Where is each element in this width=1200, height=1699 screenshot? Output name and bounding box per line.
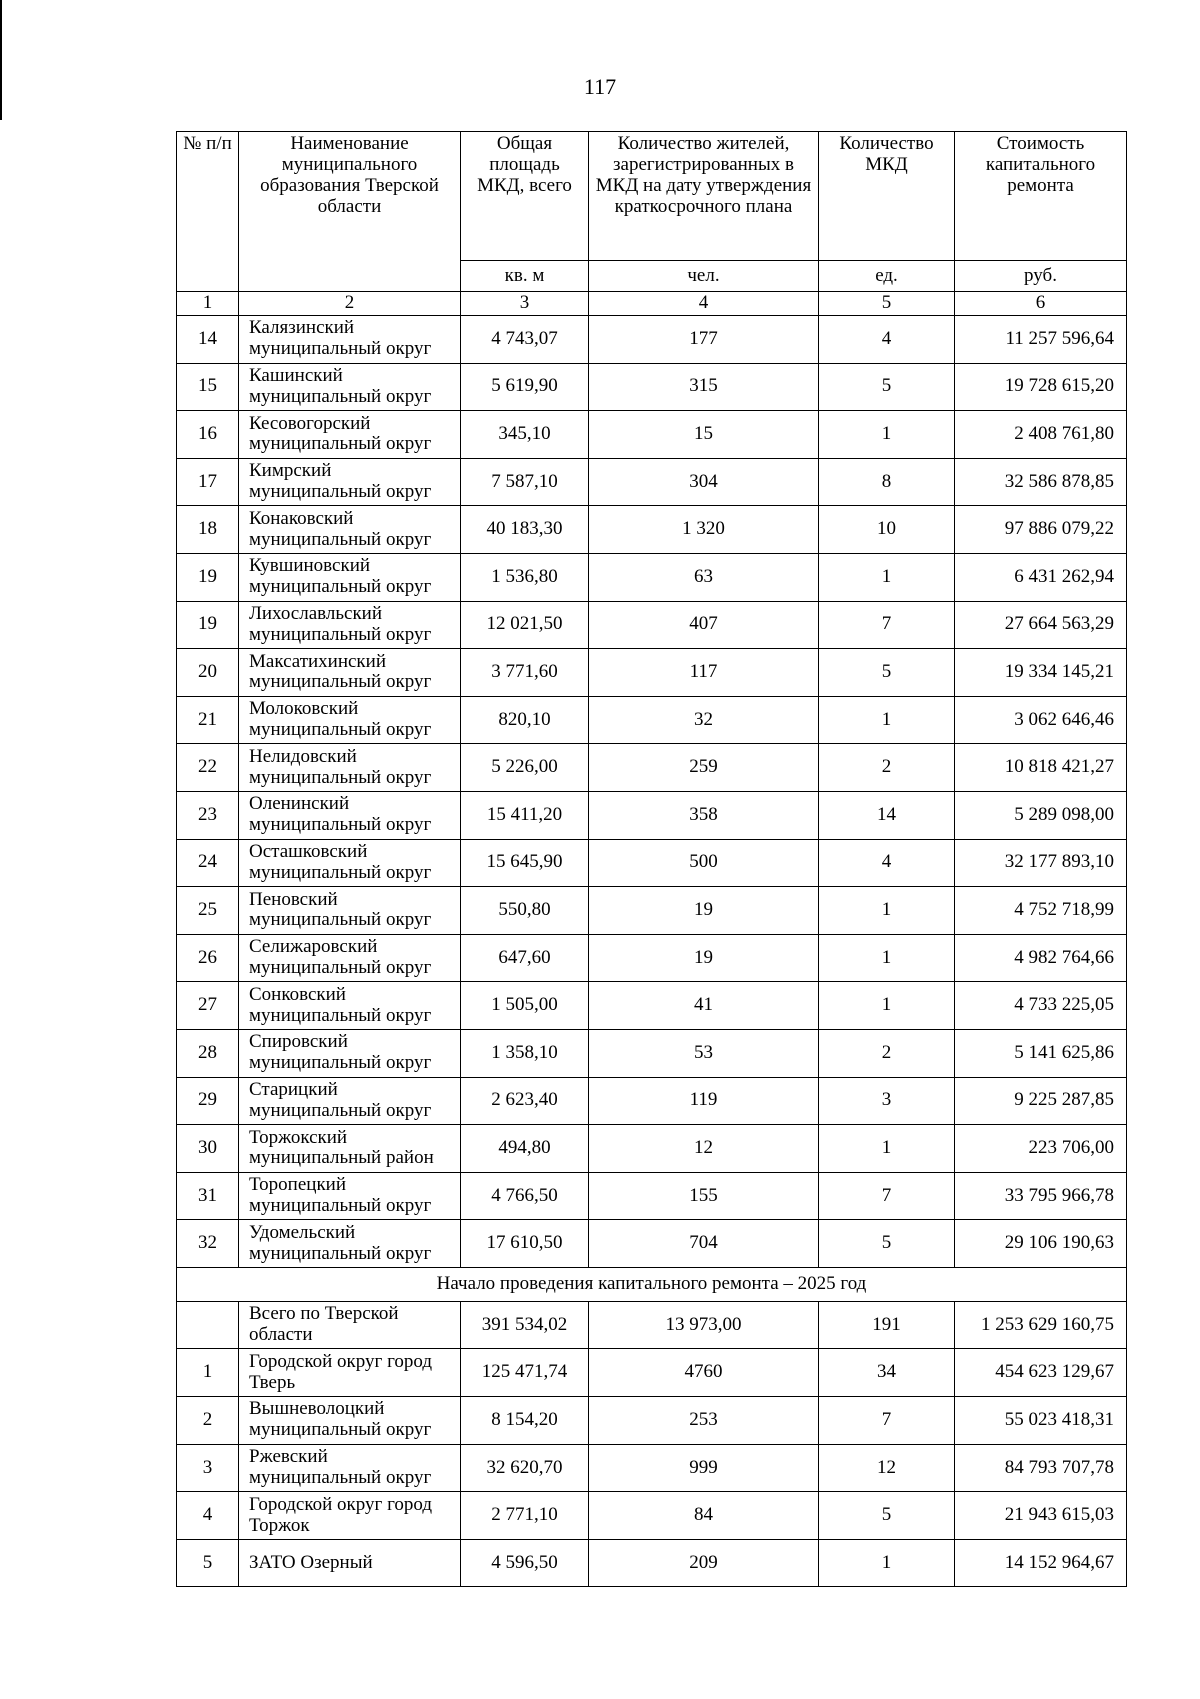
municipality-name: Сонковский муниципальный округ xyxy=(239,982,461,1030)
row-number: 26 xyxy=(177,934,239,982)
table-row xyxy=(177,1220,1127,1268)
mkd-count: 12 xyxy=(819,1444,955,1492)
repair-cost: 97 886 079,22 xyxy=(955,506,1127,554)
table-row xyxy=(177,887,1127,935)
total-area: 820,10 xyxy=(461,696,589,744)
unit-mkd-count: ед. xyxy=(819,261,955,292)
column-number-row xyxy=(177,292,1127,316)
row-number: 27 xyxy=(177,982,239,1030)
repair-cost: 5 289 098,00 xyxy=(955,791,1127,839)
mkd-count: 5 xyxy=(819,363,955,411)
row-number: 5 xyxy=(177,1539,239,1587)
municipality-name: Всего по Тверской области xyxy=(239,1301,461,1349)
mkd-count: 1 xyxy=(819,982,955,1030)
table-row xyxy=(177,982,1127,1030)
page-edge-line xyxy=(0,0,2,120)
table-row xyxy=(177,553,1127,601)
column-number: 1 xyxy=(177,292,239,316)
municipality-name: Конаковский муниципальный округ xyxy=(239,506,461,554)
residents-count: 304 xyxy=(589,458,819,506)
mkd-count: 5 xyxy=(819,1220,955,1268)
repair-cost: 11 257 596,64 xyxy=(955,316,1127,364)
mkd-count: 1 xyxy=(819,696,955,744)
row-number: 32 xyxy=(177,1220,239,1268)
mkd-count: 2 xyxy=(819,744,955,792)
total-area: 8 154,20 xyxy=(461,1397,589,1445)
table-row xyxy=(177,839,1127,887)
row-number: 16 xyxy=(177,411,239,459)
mkd-count: 1 xyxy=(819,887,955,935)
total-area: 4 596,50 xyxy=(461,1539,589,1587)
total-area: 12 021,50 xyxy=(461,601,589,649)
residents-count: 704 xyxy=(589,1220,819,1268)
municipality-name: Кашинский муниципальный округ xyxy=(239,363,461,411)
row-number: 15 xyxy=(177,363,239,411)
row-number: 2 xyxy=(177,1397,239,1445)
residents-count: 155 xyxy=(589,1172,819,1220)
row-number: 4 xyxy=(177,1492,239,1540)
header-number: № п/п xyxy=(177,132,239,292)
unit-cost: руб. xyxy=(955,261,1127,292)
row-number: 29 xyxy=(177,1077,239,1125)
header-row xyxy=(177,132,1127,261)
row-number: 28 xyxy=(177,1029,239,1077)
column-number: 2 xyxy=(239,292,461,316)
table-row xyxy=(177,1539,1127,1587)
total-area: 4 766,50 xyxy=(461,1172,589,1220)
row-number: 1 xyxy=(177,1349,239,1397)
repair-cost: 10 818 421,27 xyxy=(955,744,1127,792)
row-number: 22 xyxy=(177,744,239,792)
table-row xyxy=(177,791,1127,839)
table-row xyxy=(177,696,1127,744)
row-number: 25 xyxy=(177,887,239,935)
residents-count: 358 xyxy=(589,791,819,839)
residents-count: 84 xyxy=(589,1492,819,1540)
total-area: 2 623,40 xyxy=(461,1077,589,1125)
residents-count: 999 xyxy=(589,1444,819,1492)
row-number: 30 xyxy=(177,1125,239,1173)
column-number: 5 xyxy=(819,292,955,316)
table-row xyxy=(177,411,1127,459)
row-number: 19 xyxy=(177,553,239,601)
mkd-count: 5 xyxy=(819,1492,955,1540)
table-row xyxy=(177,1444,1127,1492)
residents-count: 119 xyxy=(589,1077,819,1125)
row-number: 14 xyxy=(177,316,239,364)
table-row xyxy=(177,1349,1127,1397)
mkd-count: 1 xyxy=(819,1539,955,1587)
residents-count: 63 xyxy=(589,553,819,601)
capital-repair-table xyxy=(176,131,1127,1587)
municipality-name: Городской округ город Торжок xyxy=(239,1492,461,1540)
municipality-name: ЗАТО Озерный xyxy=(239,1539,461,1587)
municipality-name: Кувшиновский муниципальный округ xyxy=(239,553,461,601)
total-area: 17 610,50 xyxy=(461,1220,589,1268)
table-row xyxy=(177,1077,1127,1125)
table-row xyxy=(177,1397,1127,1445)
repair-cost: 21 943 615,03 xyxy=(955,1492,1127,1540)
header-cost: Стоимость капитального ремонта xyxy=(955,132,1127,261)
mkd-count: 191 xyxy=(819,1301,955,1349)
residents-count: 500 xyxy=(589,839,819,887)
repair-cost: 32 177 893,10 xyxy=(955,839,1127,887)
table-row xyxy=(177,1301,1127,1349)
residents-count: 19 xyxy=(589,887,819,935)
row-number: 21 xyxy=(177,696,239,744)
mkd-count: 4 xyxy=(819,316,955,364)
total-area: 7 587,10 xyxy=(461,458,589,506)
repair-cost: 32 586 878,85 xyxy=(955,458,1127,506)
total-area: 40 183,30 xyxy=(461,506,589,554)
header-municipality: Наименование муниципального образования Тверской области xyxy=(239,132,461,292)
residents-count: 1 320 xyxy=(589,506,819,554)
municipality-name: Максатихинский муниципальный округ xyxy=(239,649,461,697)
table-row xyxy=(177,934,1127,982)
total-area: 4 743,07 xyxy=(461,316,589,364)
residents-count: 259 xyxy=(589,744,819,792)
column-number: 3 xyxy=(461,292,589,316)
municipality-name: Кесовогорский муниципальный округ xyxy=(239,411,461,459)
header-residents: Количество жителей, зарегистрированных в МКД на дату утверждения краткосрочного плана xyxy=(589,132,819,261)
mkd-count: 34 xyxy=(819,1349,955,1397)
repair-cost: 14 152 964,67 xyxy=(955,1539,1127,1587)
table-row xyxy=(177,1125,1127,1173)
column-number: 6 xyxy=(955,292,1127,316)
mkd-count: 10 xyxy=(819,506,955,554)
total-area: 494,80 xyxy=(461,1125,589,1173)
page-number: 117 xyxy=(583,74,617,99)
total-area: 550,80 xyxy=(461,887,589,935)
row-number: 20 xyxy=(177,649,239,697)
total-area: 1 358,10 xyxy=(461,1029,589,1077)
table-row xyxy=(177,506,1127,554)
municipality-name: Торопецкий муниципальный округ xyxy=(239,1172,461,1220)
mkd-count: 7 xyxy=(819,601,955,649)
repair-cost: 84 793 707,78 xyxy=(955,1444,1127,1492)
municipality-name: Удомельский муниципальный округ xyxy=(239,1220,461,1268)
total-area: 125 471,74 xyxy=(461,1349,589,1397)
municipality-name: Городской округ город Тверь xyxy=(239,1349,461,1397)
municipality-name: Спировский муниципальный округ xyxy=(239,1029,461,1077)
municipality-name: Калязинский муниципальный округ xyxy=(239,316,461,364)
total-area: 5 226,00 xyxy=(461,744,589,792)
table-row xyxy=(177,458,1127,506)
total-area: 1 505,00 xyxy=(461,982,589,1030)
repair-cost: 29 106 190,63 xyxy=(955,1220,1127,1268)
repair-cost: 27 664 563,29 xyxy=(955,601,1127,649)
row-number: 19 xyxy=(177,601,239,649)
repair-cost: 33 795 966,78 xyxy=(955,1172,1127,1220)
total-area: 15 645,90 xyxy=(461,839,589,887)
municipality-name: Ржевский муниципальный округ xyxy=(239,1444,461,1492)
municipality-name: Молоковский муниципальный округ xyxy=(239,696,461,744)
total-area: 647,60 xyxy=(461,934,589,982)
municipality-name: Нелидовский муниципальный округ xyxy=(239,744,461,792)
municipality-name: Лихославльский муниципальный округ xyxy=(239,601,461,649)
residents-count: 19 xyxy=(589,934,819,982)
municipality-name: Пеновский муниципальный округ xyxy=(239,887,461,935)
municipality-name: Старицкий муниципальный округ xyxy=(239,1077,461,1125)
total-area: 391 534,02 xyxy=(461,1301,589,1349)
mkd-count: 1 xyxy=(819,934,955,982)
municipality-name: Селижаровский муниципальный округ xyxy=(239,934,461,982)
repair-cost: 5 141 625,86 xyxy=(955,1029,1127,1077)
mkd-count: 8 xyxy=(819,458,955,506)
municipality-name: Оленинский муниципальный округ xyxy=(239,791,461,839)
mkd-count: 7 xyxy=(819,1397,955,1445)
unit-area: кв. м xyxy=(461,261,589,292)
residents-count: 177 xyxy=(589,316,819,364)
repair-cost: 6 431 262,94 xyxy=(955,553,1127,601)
municipality-name: Вышневолоцкий муниципальный округ xyxy=(239,1397,461,1445)
municipality-name: Торжокский муниципальный район xyxy=(239,1125,461,1173)
mkd-count: 7 xyxy=(819,1172,955,1220)
table-row xyxy=(177,649,1127,697)
row-number: 24 xyxy=(177,839,239,887)
residents-count: 117 xyxy=(589,649,819,697)
mkd-count: 1 xyxy=(819,1125,955,1173)
repair-cost: 19 728 615,20 xyxy=(955,363,1127,411)
residents-count: 253 xyxy=(589,1397,819,1445)
mkd-count: 5 xyxy=(819,649,955,697)
residents-count: 315 xyxy=(589,363,819,411)
table-row xyxy=(177,744,1127,792)
residents-count: 13 973,00 xyxy=(589,1301,819,1349)
residents-count: 53 xyxy=(589,1029,819,1077)
repair-cost: 454 623 129,67 xyxy=(955,1349,1127,1397)
table-row xyxy=(177,363,1127,411)
residents-count: 209 xyxy=(589,1539,819,1587)
total-area: 5 619,90 xyxy=(461,363,589,411)
mkd-count: 1 xyxy=(819,411,955,459)
residents-count: 407 xyxy=(589,601,819,649)
row-number: 23 xyxy=(177,791,239,839)
mkd-count: 2 xyxy=(819,1029,955,1077)
table-row xyxy=(177,316,1127,364)
header-mkd-count: Количество МКД xyxy=(819,132,955,261)
mkd-count: 4 xyxy=(819,839,955,887)
table-row xyxy=(177,1029,1127,1077)
table-row xyxy=(177,1172,1127,1220)
row-number: 31 xyxy=(177,1172,239,1220)
row-number xyxy=(177,1301,239,1349)
mkd-count: 1 xyxy=(819,553,955,601)
mkd-count: 14 xyxy=(819,791,955,839)
row-number: 3 xyxy=(177,1444,239,1492)
section-row xyxy=(177,1267,1127,1301)
repair-cost: 55 023 418,31 xyxy=(955,1397,1127,1445)
repair-cost: 223 706,00 xyxy=(955,1125,1127,1173)
section-title: Начало проведения капитального ремонта – 2025 год xyxy=(177,1267,1127,1301)
residents-count: 41 xyxy=(589,982,819,1030)
residents-count: 32 xyxy=(589,696,819,744)
residents-count: 12 xyxy=(589,1125,819,1173)
municipality-name: Кимрский муниципальный округ xyxy=(239,458,461,506)
column-number: 4 xyxy=(589,292,819,316)
repair-cost: 1 253 629 160,75 xyxy=(955,1301,1127,1349)
unit-residents: чел. xyxy=(589,261,819,292)
repair-cost: 2 408 761,80 xyxy=(955,411,1127,459)
repair-cost: 9 225 287,85 xyxy=(955,1077,1127,1125)
repair-cost: 4 982 764,66 xyxy=(955,934,1127,982)
total-area: 345,10 xyxy=(461,411,589,459)
table-row xyxy=(177,1492,1127,1540)
repair-cost: 19 334 145,21 xyxy=(955,649,1127,697)
total-area: 2 771,10 xyxy=(461,1492,589,1540)
residents-count: 15 xyxy=(589,411,819,459)
residents-count: 4760 xyxy=(589,1349,819,1397)
repair-cost: 4 752 718,99 xyxy=(955,887,1127,935)
repair-cost: 3 062 646,46 xyxy=(955,696,1127,744)
municipality-name: Осташковский муниципальный округ xyxy=(239,839,461,887)
total-area: 3 771,60 xyxy=(461,649,589,697)
header-area: Общая площадь МКД, всего xyxy=(461,132,589,261)
row-number: 17 xyxy=(177,458,239,506)
total-area: 1 536,80 xyxy=(461,553,589,601)
row-number: 18 xyxy=(177,506,239,554)
total-area: 15 411,20 xyxy=(461,791,589,839)
mkd-count: 3 xyxy=(819,1077,955,1125)
total-area: 32 620,70 xyxy=(461,1444,589,1492)
table-row xyxy=(177,601,1127,649)
repair-cost: 4 733 225,05 xyxy=(955,982,1127,1030)
